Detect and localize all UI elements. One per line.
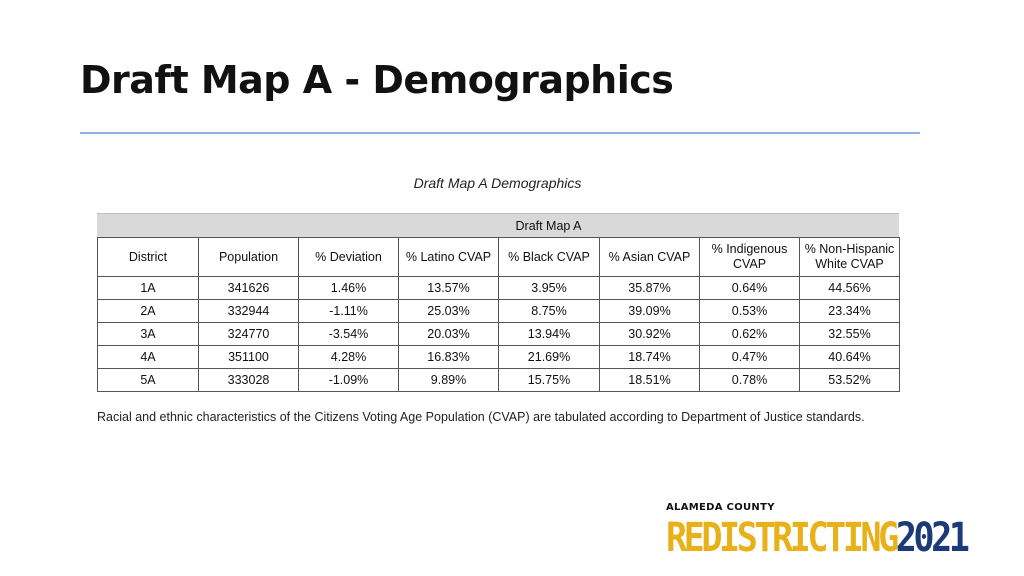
table-row (98, 323, 900, 346)
group-header-label: Draft Map A (198, 213, 899, 237)
table-cell: 3A (98, 323, 199, 346)
logo-org-name: ALAMEDA COUNTY (666, 502, 775, 513)
redistricting-logo (666, 502, 976, 562)
table-footnote: Racial and ethnic characteristics of the Citizens Voting Age Population (CVAP) are tabulated according to Department of Justice standards. (97, 410, 865, 424)
table-cell: 0.78% (700, 369, 800, 392)
table-cell: 324770 (199, 323, 299, 346)
table-cell: 333028 (199, 369, 299, 392)
group-header-blank (97, 213, 198, 237)
table-cell: 351100 (199, 346, 299, 369)
table-cell: 20.03% (399, 323, 499, 346)
table-group-header-row (97, 213, 899, 237)
table-cell: 0.64% (700, 277, 800, 300)
column-header-district: District (98, 238, 199, 277)
table-cell: 3.95% (499, 277, 600, 300)
table-cell: 332944 (199, 300, 299, 323)
table-cell: 40.64% (800, 346, 900, 369)
table-cell: -3.54% (299, 323, 399, 346)
column-header-black-cvap: % Black CVAP (499, 238, 600, 277)
table-cell: 15.75% (499, 369, 600, 392)
table-cell: 2A (98, 300, 199, 323)
table-cell: 4.28% (299, 346, 399, 369)
table-cell: 21.69% (499, 346, 600, 369)
table-row (98, 346, 900, 369)
column-header-population: Population (199, 238, 299, 277)
table-cell: 35.87% (600, 277, 700, 300)
table-cell: 32.55% (800, 323, 900, 346)
column-header-non-hispanic-white-cvap: % Non-Hispanic White CVAP (800, 238, 900, 277)
logo-wordmark (666, 516, 966, 560)
table-cell: 1.46% (299, 277, 399, 300)
table-cell: 18.51% (600, 369, 700, 392)
slide-title: Draft Map A - Demographics (80, 58, 674, 102)
demographics-table-container (97, 213, 899, 392)
table-cell: 341626 (199, 277, 299, 300)
demographics-table (97, 237, 900, 392)
table-cell: 0.53% (700, 300, 800, 323)
table-cell: 4A (98, 346, 199, 369)
column-header-latino-cvap: % Latino CVAP (399, 238, 499, 277)
table-cell: 39.09% (600, 300, 700, 323)
table-cell: 30.92% (600, 323, 700, 346)
table-cell: 18.74% (600, 346, 700, 369)
table-cell: -1.09% (299, 369, 399, 392)
table-cell: 16.83% (399, 346, 499, 369)
table-cell: 23.34% (800, 300, 900, 323)
table-cell: 9.89% (399, 369, 499, 392)
column-header-deviation: % Deviation (299, 238, 399, 277)
column-header-asian-cvap: % Asian CVAP (600, 238, 700, 277)
table-header-row (98, 238, 900, 277)
table-cell: 8.75% (499, 300, 600, 323)
table-cell: 13.94% (499, 323, 600, 346)
table-row (98, 277, 900, 300)
column-header-indigenous-cvap: % Indigenous CVAP (700, 238, 800, 277)
table-cell: 0.47% (700, 346, 800, 369)
table-row (98, 300, 900, 323)
table-cell: 5A (98, 369, 199, 392)
logo-year: 2021 (895, 515, 967, 561)
title-divider (80, 132, 920, 134)
table-cell: -1.11% (299, 300, 399, 323)
table-cell: 25.03% (399, 300, 499, 323)
table-cell: 0.62% (700, 323, 800, 346)
logo-word: REDISTRICTING (666, 515, 896, 561)
table-cell: 1A (98, 277, 199, 300)
table-cell: 44.56% (800, 277, 900, 300)
table-cell: 13.57% (399, 277, 499, 300)
table-caption: Draft Map A Demographics (413, 175, 582, 191)
table-cell: 53.52% (800, 369, 900, 392)
table-row (98, 369, 900, 392)
